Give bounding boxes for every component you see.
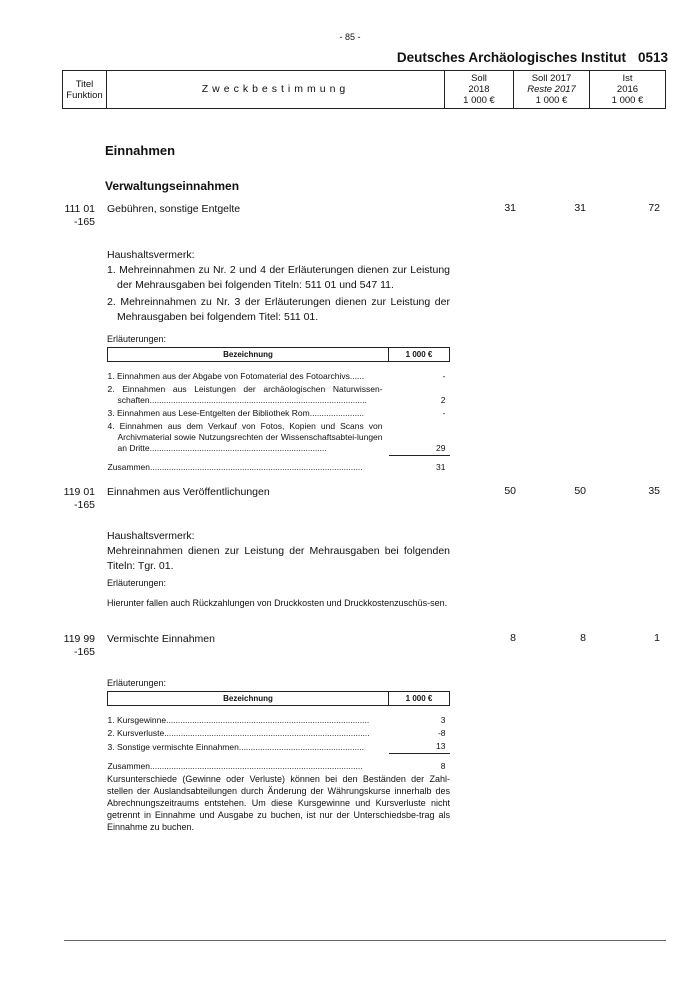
erlaeuterungen-heading: Erläuterungen: [107, 334, 167, 344]
erlaeuterungen-text: Hierunter fallen auch Rückzahlungen von Druckkosten und Druckkostenzuschüs-sen. [107, 598, 448, 608]
page-number: - 85 - [339, 32, 361, 42]
header-soll-2018: Soll 2018 1 000 € [445, 71, 514, 109]
table-total-row: Zusammen.......................................................................................... 31 [107, 461, 446, 472]
erlaeuterungen-table [107, 347, 450, 474]
ist-2016-value: 72 [648, 202, 660, 214]
title-label: Einnahmen aus Veröffentlichungen [107, 486, 270, 498]
table-total-row: Zusammen.......................................................................................... 8 [107, 761, 446, 771]
title-label: Vermischte Einnahmen [107, 633, 215, 645]
vermerk-text: Mehreinnahmen dienen zur Leistung der Mehrausgaben bei folgenden Titeln: Tgr. 01. [107, 545, 450, 572]
header-zweckbestimmung: Zweckbestimmung [107, 71, 445, 109]
page-header [397, 50, 668, 65]
note-text: Kursunterschiede (Gewinne oder Verluste) können bei den Beständen der Zahl-stellen der Auslandsabteilungen durch Änderung der Währungskurse innerhalb des Abrechnungszeitraums entstehen. Um diese Kursgewinne und Kursverluste nicht getrennt in Einnahme und Ausgabe zu buchen, ist nur der Unterschiedsbe-trag als Einnahme zu buchen. [107, 774, 450, 832]
table-row: 2. Kursverluste....................................................................................... -8 [107, 728, 446, 738]
header-titel-funktion: Titel Funktion [63, 71, 107, 109]
title-number: 119 99 -165 [63, 633, 95, 658]
table-row: 3. Sonstige vermischte Einnahmen..................................................... 13 [108, 740, 450, 754]
col-bezeichnung: Bezeichnung [108, 692, 389, 706]
soll-2017-value: 50 [574, 485, 586, 497]
institution-name: Deutsches Archäologisches Institut [396, 50, 626, 65]
footer-divider [64, 940, 666, 941]
column-header-table [62, 70, 666, 109]
subsection-heading: Verwaltungseinnahmen [105, 179, 240, 193]
erlaeuterungen-table [107, 691, 450, 773]
title-number: 119 01 -165 [63, 486, 95, 511]
vermerk-item: 1. Mehreinnahmen zu Nr. 2 und 4 der Erläuterungen dienen zur Leistung der Mehrausgaben bei folgenden Titeln: 511 01 und 547 11. [107, 264, 450, 291]
header-ist-2016: Ist 2016 1 000 € [590, 71, 666, 109]
erlaeuterungen-heading: Erläuterungen: [107, 678, 167, 688]
ist-2016-value: 35 [648, 485, 660, 497]
col-unit: 1 000 € [389, 348, 450, 362]
soll-2018-value: 50 [504, 485, 516, 497]
chapter-code: 0513 [637, 50, 668, 65]
soll-2017-value: 31 [574, 202, 586, 214]
vermerk-heading: Haushaltsvermerk: [107, 530, 195, 542]
header-soll-2017: Soll 2017 Reste 2017 1 000 € [514, 71, 590, 109]
vermerk-item: 2. Mehreinnahmen zu Nr. 3 der Erläuterungen dienen zur Leistung der Mehrausgaben bei folgendem Titel: 511 01. [107, 296, 450, 323]
col-bezeichnung: Bezeichnung [108, 348, 389, 362]
table-row: 3. Einnahmen aus Lese-Entgelten der Bibliothek Rom....................... - [107, 408, 446, 418]
soll-2018-value: 31 [504, 202, 516, 214]
erlaeuterungen-heading: Erläuterungen: [107, 578, 167, 588]
table-row: 2. Einnahmen aus Leistungen der archäologischen Naturwissen-schaften............................................................................................ 2 [107, 384, 446, 405]
soll-2018-value: 8 [510, 632, 516, 644]
table-row: 4. Einnahmen aus dem Verkauf von Fotos, Kopien und Scans von Archivmaterial sowie Nutzungsrechten der Wissenschaftsabtei-lungen an Dritte........................................................................... 29 [108, 420, 450, 455]
ist-2016-value: 1 [654, 632, 660, 644]
soll-2017-value: 8 [580, 632, 586, 644]
title-number: 111 01 -165 [64, 203, 95, 228]
vermerk-heading: Haushaltsvermerk: [107, 249, 195, 261]
title-label: Gebühren, sonstige Entgelte [107, 203, 241, 215]
section-heading: Einnahmen [105, 143, 176, 158]
table-row: 1. Einnahmen aus der Abgabe von Fotomaterial des Fotoarchivs...... - [107, 371, 446, 381]
col-unit: 1 000 € [389, 692, 450, 706]
table-row: 1. Kursgewinne...................................................................................... 3 [107, 715, 446, 725]
